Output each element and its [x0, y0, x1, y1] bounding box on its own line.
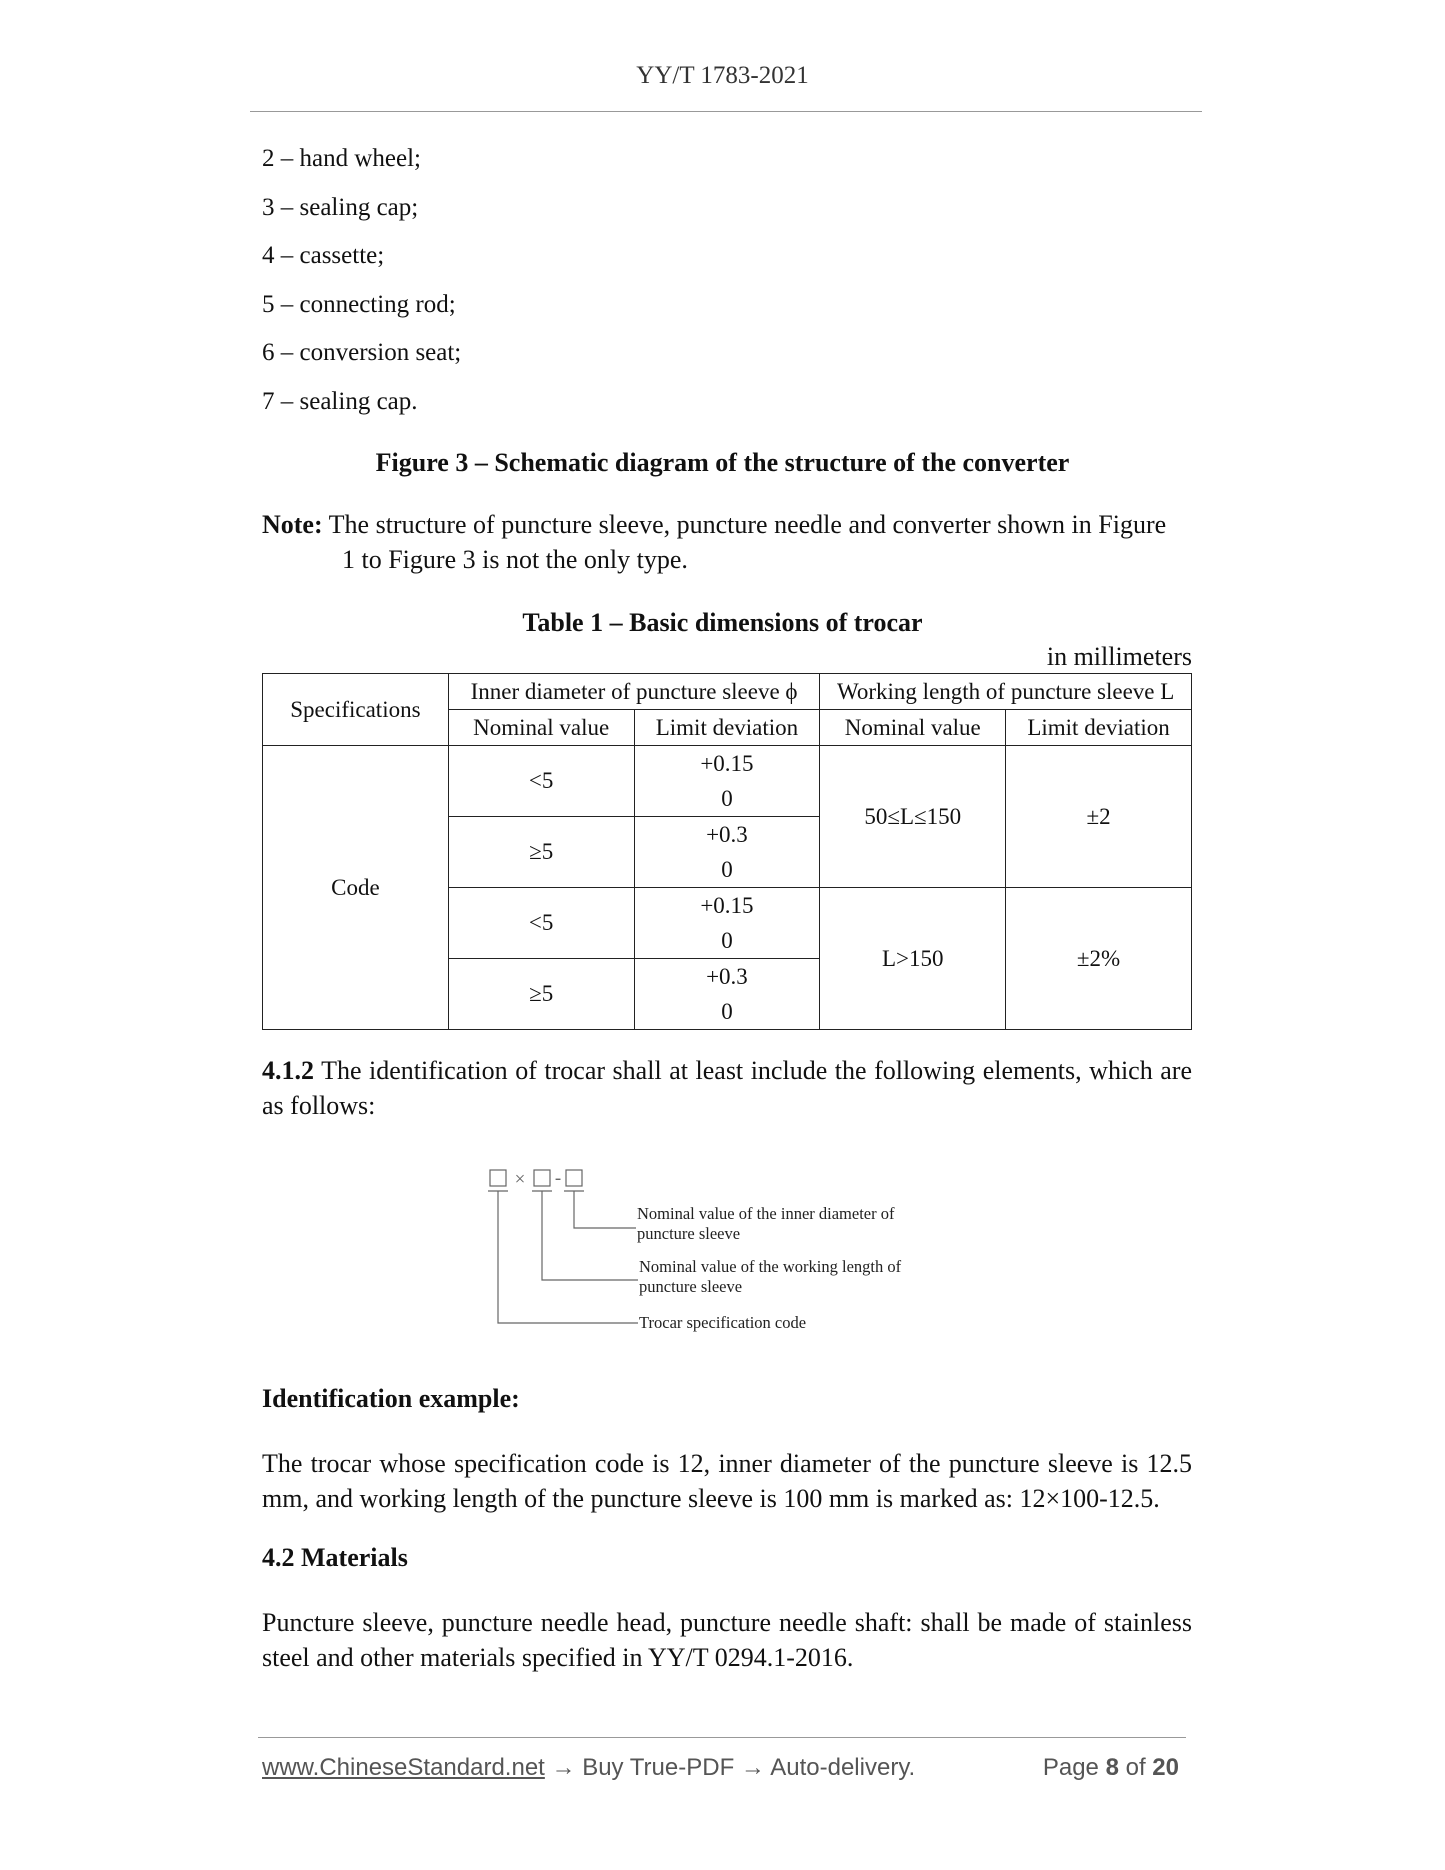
footer [262, 1754, 915, 1782]
figure-legend [262, 144, 461, 435]
leader-spec-code [498, 1191, 638, 1323]
diameter-cell: <5 [448, 888, 634, 959]
example-text: The trocar whose specification code is 12, inner diameter of the puncture sleeve is 12.5 mm, and working length of the puncture sleeve is 100 mm is marked as: 12×100-12.5. [262, 1449, 1192, 1513]
length-deviation-cell: ±2 [1006, 746, 1192, 888]
table-units: in millimeters [1046, 642, 1192, 671]
note-line-1: The structure of puncture sleeve, puncture needle and converter shown in Figure [328, 510, 1167, 539]
header-rule [250, 111, 1202, 112]
legend-item: 7 – sealing cap. [262, 387, 418, 415]
legend-item: 5 – connecting rod; [262, 290, 456, 318]
section-4-2-heading: 4.2 Materials [262, 1543, 408, 1572]
note-label: Note: [262, 510, 323, 539]
length-nominal-cell: 50≤L≤150 [820, 746, 1006, 888]
length-deviation-cell: ±2% [1006, 888, 1192, 1030]
length-nominal-cell: L>150 [820, 888, 1006, 1030]
header-nominal-value: Nominal value [820, 710, 1006, 746]
label-working-length-2: puncture sleeve [639, 1277, 743, 1296]
section-4-2-text: Puncture sleeve, puncture needle head, puncture needle shaft: shall be made of stainless steel and other materials specified in YY/T 0294.1-2016. [262, 1608, 1192, 1672]
diameter-box [566, 1170, 582, 1186]
label-spec-code: Trocar specification code [639, 1313, 807, 1332]
label-working-length: Nominal value of the working length of [639, 1257, 902, 1276]
deviation-cell: +0.15 0 [634, 746, 820, 817]
diameter-cell: <5 [448, 746, 634, 817]
footer-link[interactable]: www.ChineseStandard.net [262, 1754, 545, 1781]
dash-symbol: - [554, 1168, 562, 1189]
label-inner-diameter-2: puncture sleeve [637, 1224, 741, 1243]
diameter-cell: ≥5 [448, 817, 634, 888]
of-label: of [1125, 1754, 1146, 1781]
page-number [1043, 1754, 1179, 1782]
table-basic-dimensions [262, 673, 1192, 1030]
length-box [534, 1170, 550, 1186]
times-symbol: × [514, 1169, 526, 1190]
legend-item: 6 – conversion seat; [262, 339, 462, 366]
header-nominal-value: Nominal value [448, 710, 634, 746]
deviation-cell: +0.15 0 [634, 888, 820, 959]
section-4-1-2 [262, 1053, 1192, 1123]
footer-rule [258, 1737, 1186, 1738]
note [262, 507, 1192, 577]
current-page: 8 [1105, 1754, 1119, 1781]
section-text: The identification of trocar shall at least include the following elements, which are as follows: [262, 1056, 1192, 1120]
section-number: 4.1.2 [262, 1056, 314, 1085]
page-label: Page [1042, 1754, 1099, 1781]
legend-item: 4 – cassette; [262, 242, 385, 269]
table-1-caption: Table 1 – Basic dimensions of trocar [522, 608, 923, 637]
leader-inner-diameter [574, 1191, 636, 1228]
leader-working-length [542, 1191, 638, 1280]
header-specifications: Specifications [263, 674, 449, 746]
deviation-cell: +0.3 0 [634, 817, 820, 888]
header-inner-diameter: Inner diameter of puncture sleeve ϕ [448, 674, 820, 710]
document-header: YY/T 1783-2021 [636, 62, 809, 89]
footer-buy: Buy True-PDF [582, 1754, 735, 1781]
figure-3-caption: Figure 3 – Schematic diagram of the structure of the converter [375, 448, 1070, 477]
code-cell: Code [263, 746, 449, 1030]
identification-diagram [480, 1165, 950, 1340]
footer-delivery: Auto-delivery. [770, 1754, 916, 1781]
note-line-2: 1 to Figure 3 is not the only type. [342, 545, 688, 574]
legend-item: 3 – sealing cap; [262, 193, 419, 221]
diameter-cell: ≥5 [448, 959, 634, 1030]
spec-code-box [490, 1170, 506, 1186]
total-pages: 20 [1152, 1754, 1179, 1781]
arrow-icon: → [740, 1754, 765, 1781]
label-inner-diameter: Nominal value of the inner diameter of [637, 1204, 895, 1223]
legend-item: 2 – hand wheel; [262, 145, 421, 172]
deviation-cell: +0.3 0 [634, 959, 820, 1030]
header-limit-deviation: Limit deviation [634, 710, 820, 746]
header-working-length: Working length of puncture sleeve L [820, 674, 1192, 710]
arrow-icon: → [551, 1754, 576, 1781]
header-limit-deviation: Limit deviation [1006, 710, 1192, 746]
example-heading: Identification example: [262, 1384, 520, 1413]
